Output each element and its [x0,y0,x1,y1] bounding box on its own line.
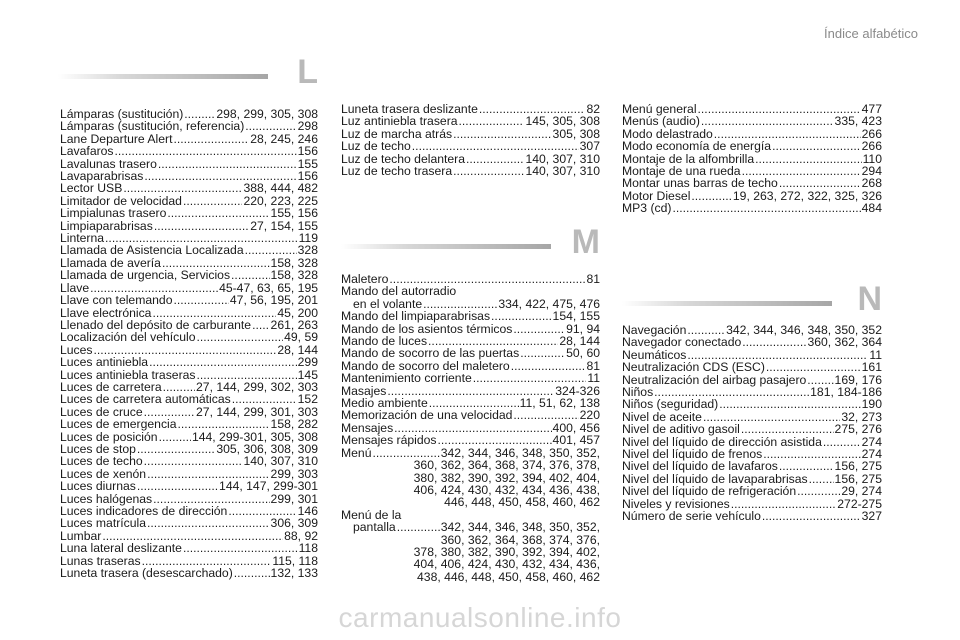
index-column-m [341,273,600,583]
entry-term: Motor Diesel [622,188,691,203]
index-entry [341,140,600,152]
entry-term: Limpiaparabrisas [60,218,153,233]
entry-pages: 155 [297,156,318,171]
entry-pages: 28, 144 [559,334,600,349]
entry-pages: 305, 306, 308, 309 [216,441,318,456]
index-entry [60,542,318,554]
leader-dots [459,115,525,127]
entry-pages: 155, 156 [270,206,318,221]
entry-pages: 110 [862,151,882,166]
leader-dots [173,294,228,306]
entry-term: Llave con telemando [60,293,173,308]
entry-term: Lane Departure Alert [60,131,173,146]
entry-pages: 324-326 [555,383,600,398]
leader-dots [520,347,565,359]
entry-term: Neutralización del airbag pasajero [622,372,807,387]
entry-pages: 342, 344, 346, 348, 350, 352, [440,445,600,460]
entry-pages: 307 [579,139,600,154]
leader-dots [232,393,297,405]
entry-term: Lavalunas trasero [60,156,157,171]
leader-dots [742,336,806,348]
entry-pages: 298, 299, 305, 308 [216,107,318,121]
entry-pages: 272-275 [837,496,882,511]
entry-term: Mando del autorradio [341,284,457,299]
leader-dots [144,455,243,467]
leader-dots [772,140,861,152]
entry-pages: 484 [861,201,882,216]
entry-term: Localización del vehículo [60,330,196,345]
index-entry [622,202,882,214]
entry-pages: 334, 422, 475, 476 [498,296,600,311]
entry-term: Menús (audio) [622,114,700,129]
entry-term: Lavafaros [60,144,114,159]
entry-pages: 266 [861,139,882,154]
entry-pages: 45-47, 63, 65, 195 [219,280,318,295]
entry-pages-continued: 380, 382, 390, 392, 394, 402, 404, [413,470,600,485]
entry-pages-continued: 360, 362, 364, 368, 374, 376, [440,532,600,547]
entry-pages-continued: 406, 424, 430, 432, 434, 436, 438, [413,482,600,497]
entry-term: pantalla [353,520,396,535]
leader-dots [719,398,860,410]
index-entry [60,356,318,368]
entry-term: Montar unas barras de techo [622,176,778,191]
index-column-l-continued [341,103,600,177]
entry-term: Luz de techo trasera [341,164,453,179]
entry-term: Nivel del líquido de lavaparabrisas [622,471,808,486]
entry-pages: 115, 118 [272,553,318,568]
entry-term: Luces halógenas [60,491,153,506]
entry-pages: 266 [861,126,882,141]
index-column-l [60,108,318,579]
leader-dots [453,165,524,177]
index-entry [341,347,600,359]
entry-term: Mensajes rápidos [341,433,437,448]
leader-dots [245,120,296,132]
leader-dots [154,220,249,232]
entry-pages: 299, 303 [270,466,318,481]
letter-glyph: L [297,53,318,91]
index-entry [622,177,882,189]
entry-term: Lunas traseras [60,553,141,568]
entry-pages: 156, 275 [834,459,882,474]
entry-pages: 11 [869,347,882,362]
entry-term: Nivel del líquido de dirección asistida [622,434,822,449]
entry-term: Llamada de urgencia, Servicios [60,268,231,283]
entry-term: Montaje de la alfombrilla [622,151,755,166]
entry-pages: 27, 144, 299, 302, 303 [196,379,318,394]
entry-pages: 328 [297,243,318,258]
entry-pages: 81 [586,272,600,286]
entry-term: Luces antiniebla traseras [60,367,196,382]
entry-pages: 158, 282 [270,417,318,432]
leader-dots [183,542,298,554]
leader-dots [779,177,861,189]
entry-term: Luces de carretera [60,379,162,394]
index-entry [60,455,318,467]
leader-dots [779,460,834,472]
entry-pages: 305, 308 [552,126,600,141]
entry-pages: 29, 274 [841,484,882,499]
entry-term: Llenado del depósito de carburante [60,317,252,332]
entry-term: Luz de techo delantera [341,151,465,166]
index-entry [60,567,318,579]
entry-pages: 299, 301 [270,491,318,506]
entry-pages: 88, 92 [284,528,318,543]
entry-pages: 11 [587,371,600,386]
entry-pages: 342, 344, 346, 348, 350, 352, [440,520,600,535]
leader-dots [466,153,524,165]
entry-term: en el volante [353,296,423,311]
running-head: Índice alfabético [824,26,918,41]
entry-term: Lámparas (sustitución) [60,107,184,121]
entry-term: Mando de los asientos térmicos [341,321,513,336]
leader-dots [159,431,191,443]
entry-pages: 32, 273 [841,409,882,424]
entry-term: Montaje de una rueda [622,164,741,179]
leader-dots [766,361,861,373]
entry-pages: 28, 144 [277,342,318,357]
entry-term: Linterna [60,231,105,246]
entry-pages: 145, 305, 308 [525,114,600,129]
entry-term: Luz de marcha atrás [341,126,453,141]
entry-pages: 161 [861,360,882,375]
entry-term: Menú general [622,102,697,116]
leader-dots [231,269,270,281]
entry-term: Lumbar [60,528,102,543]
leader-dots [173,133,249,145]
leader-dots [178,418,270,430]
entry-pages: 190 [861,397,882,412]
index-column-n [622,324,882,523]
index-entry [622,115,882,127]
entry-term: Maletero [341,272,389,286]
entry-term: Luces diurnas [60,479,136,494]
index-entry [341,285,600,310]
entry-term: Luces [60,342,93,357]
leader-dots [691,190,732,202]
entry-term: Luz de techo [341,139,411,154]
entry-term: Mando del limpiaparabrisas [341,309,491,324]
entry-pages: 275, 276 [834,422,882,437]
index-entry [622,398,882,410]
index-entry [341,434,600,446]
entry-pages-continued: 378, 380, 382, 390, 392, 394, 402, [413,544,600,559]
leader-dots [158,158,297,170]
entry-pages: 156 [297,144,318,159]
entry-pages: 327 [861,509,882,524]
entry-term: Mantenimiento corriente [341,371,472,386]
entry-term: Luces indicadores de dirección [60,504,228,518]
leader-dots [412,140,579,152]
index-entry [60,182,318,194]
entry-term: Número de serie vehículo [622,509,761,524]
leader-dots [123,182,242,194]
entry-pages: 47, 56, 195, 201 [229,293,318,308]
entry-term: Luces de xenón [60,466,147,481]
leader-dots [197,331,284,343]
leader-dots [513,323,565,335]
entry-pages: 154, 155 [552,309,600,324]
letter-bar [341,244,551,249]
entry-pages: 27, 154, 155 [250,218,318,233]
leader-dots [809,473,834,485]
entry-term: Menú [341,445,372,460]
entry-pages: 152 [297,392,318,407]
index-entry [622,460,882,472]
entry-pages: 140, 307, 310 [525,164,600,179]
leader-dots [491,310,552,322]
letter-header-n [622,280,882,318]
entry-term: Luna lateral deslizante [60,541,182,556]
entry-pages: 306, 309 [270,516,318,531]
entry-term: Llamada de Asistencia Localizada [60,243,244,258]
leader-dots [137,443,215,455]
entry-pages: 400, 456 [552,420,600,435]
entry-pages: 81 [586,358,600,373]
leader-dots [245,244,297,256]
entry-term: Modo delastrado [622,126,713,141]
entry-term: Menú de la [341,507,402,522]
index-entry [622,423,882,435]
entry-term: Nivel del líquido de frenos [622,447,763,462]
entry-term: Llamada de avería [60,255,161,270]
entry-line [341,521,600,533]
entry-pages: 27, 144, 299, 301, 303 [196,404,318,419]
entry-pages: 140, 307, 310 [525,151,600,166]
leader-dots [513,409,578,421]
entry-pages: 82 [586,102,600,116]
entry-pages: 119 [298,231,318,246]
index-entry [622,140,882,152]
entry-term: Limpialunas trasero [60,206,167,221]
entry-pages: 274 [861,434,882,449]
entry-term: Nivel de aceite [622,409,702,424]
entry-term: Niveles y revisiones [622,496,730,511]
entry-pages: 401, 457 [552,433,600,448]
entry-pages: 268 [861,176,882,191]
entry-pages: 181, 184-186 [810,385,882,400]
index-entry [60,480,318,492]
entry-pages: 294 [861,164,882,179]
index-entry [341,165,600,177]
leader-dots [183,195,242,207]
index-column-m-continued [622,103,882,215]
index-entry [60,120,318,132]
index-entry [622,336,882,348]
entry-pages: 49, 59 [284,330,318,345]
entry-term: Mensajes [341,420,394,435]
entry-term: Luces de techo [60,454,143,469]
entry-term: Luces de carretera automáticas [60,392,231,407]
leader-dots [473,372,587,384]
watermark: carmanualsonline.info [338,602,622,633]
index-entry [60,269,318,281]
leader-dots [137,480,218,492]
entry-pages: 132, 133 [270,566,318,581]
index-entry-menu [341,447,600,509]
letter-bar [58,74,268,79]
entry-pages: 299 [297,355,318,370]
entry-term: Luces de stop [60,441,136,456]
entry-pages: 146 [297,504,318,518]
entry-pages-continued: 360, 362, 364, 368, 374, 376, 378, [413,458,600,473]
entry-pages-continued: 438, 446, 448, 450, 458, 460, 462 [417,569,600,584]
index-entry [60,244,318,256]
index-entry [60,145,318,157]
entry-term: Luces de emergencia [60,417,177,432]
entry-pages: 169, 176 [834,372,882,387]
entry-pages: 220 [579,408,600,423]
entry-pages: 11, 51, 62, 138 [519,396,600,411]
index-entry [60,207,318,219]
entry-pages: 158, 328 [270,268,318,283]
entry-pages: 477 [861,102,882,116]
entry-term: Limitador de velocidad [60,193,182,208]
entry-term: Niños [622,385,654,400]
entry-term: Mando de socorro de las puertas [341,346,520,361]
entry-term: Neumáticos [622,347,687,362]
entry-pages: 144, 147, 299-301 [219,479,318,494]
entry-term: Llave electrónica [60,305,152,320]
entry-term: Modo economía de energía [622,139,772,154]
leader-dots [397,521,440,533]
entry-term: Nivel del líquido de lavafaros [622,459,778,474]
entry-term: Luz antiniebla trasera [341,114,458,129]
entry-term: Lavaparabrisas [60,169,144,184]
entry-term: Luneta trasera deslizante [341,102,478,116]
leader-dots [252,319,269,331]
entry-pages: 342, 344, 346, 348, 350, 352 [726,323,882,337]
entry-pages: 45, 200 [277,305,318,320]
entry-term: Nivel de aditivo gasoil [622,422,740,437]
index-entry [622,510,882,522]
entry-term: Memorización de una velocidad [341,408,513,423]
index-entry [622,361,882,373]
leader-dots [755,153,861,165]
leader-dots [115,145,297,157]
index-entry [60,517,318,529]
leader-dots [511,360,586,372]
index-entry [341,115,600,127]
letter-header-l [58,53,318,91]
entry-term: Neutralización CDS (ESC) [622,360,765,375]
entry-term: Niños (seguridad) [622,397,719,412]
entry-pages: 28, 245, 246 [250,131,318,146]
entry-term: Luces antiniebla [60,355,149,370]
leader-dots [741,423,834,435]
entry-pages: 158, 328 [270,255,318,270]
index-entry-menu-pantalla [341,509,600,583]
entry-term: Mando de luces [341,334,428,349]
entry-term: Lámparas (sustitución, referencia) [60,119,245,134]
entry-term: Navegador conectado [622,335,742,350]
entry-pages: 118 [298,541,318,556]
entry-pages: 388, 444, 482 [243,181,318,196]
entry-pages-continued: 404, 406, 424, 430, 432, 434, 436, [413,557,600,572]
entry-pages: 274 [861,447,882,462]
letter-header-m [341,223,600,261]
entry-pages: 220, 223, 225 [243,193,318,208]
index-entry [341,310,600,322]
leader-dots [453,128,551,140]
entry-pages: 360, 362, 364 [807,335,882,350]
leader-dots [672,202,860,214]
entry-pages: 145 [297,367,318,382]
index-entry [622,485,882,497]
index-entry [60,418,318,430]
entry-pages: 261, 263 [270,317,318,332]
leader-dots [234,567,270,579]
leader-dots [762,510,861,522]
letter-glyph: M [571,223,600,261]
entry-term: Nivel del líquido de refrigeración [622,484,797,499]
index-entry [341,372,600,384]
entry-term: Luneta trasera (desescarchado) [60,566,233,581]
entry-term: Luces de posición [60,429,158,444]
leader-dots [149,356,297,368]
entry-pages: 298 [297,119,318,134]
letter-bar [622,301,832,306]
leader-dots [823,436,861,448]
entry-term: Masajes [341,383,387,398]
leader-dots [701,115,834,127]
entry-term: Mando de socorro del maletero [341,358,510,373]
entry-term: MP3 (cd) [622,201,672,216]
index-entry [341,409,600,421]
leader-dots [167,207,269,219]
entry-term: Llave [60,280,90,295]
entry-term: Lector USB [60,181,123,196]
entry-term: Luces de cruce [60,404,143,419]
entry-term: Navegación [622,323,687,337]
index-entry [60,294,318,306]
entry-pages: 91, 94 [566,321,600,336]
leader-dots [147,517,270,529]
index-entry [60,331,318,343]
leader-dots [438,434,552,446]
entry-pages: 140, 307, 310 [243,454,318,469]
entry-pages: 19, 263, 272, 322, 325, 326 [732,188,882,203]
entry-pages: 156 [297,169,318,184]
entry-term: Medio ambiente [341,396,428,411]
entry-pages: 50, 60 [566,346,600,361]
index-entry [60,393,318,405]
entry-pages: 144, 299-301, 305, 308 [191,429,318,444]
leader-dots [797,485,840,497]
entry-pages-continued: 446, 448, 450, 458, 460, 462 [444,495,600,510]
entry-term: Luces matrícula [60,516,147,531]
letter-glyph: N [857,280,882,318]
entry-pages: 156, 275 [834,471,882,486]
entry-pages: 335, 423 [834,114,882,129]
